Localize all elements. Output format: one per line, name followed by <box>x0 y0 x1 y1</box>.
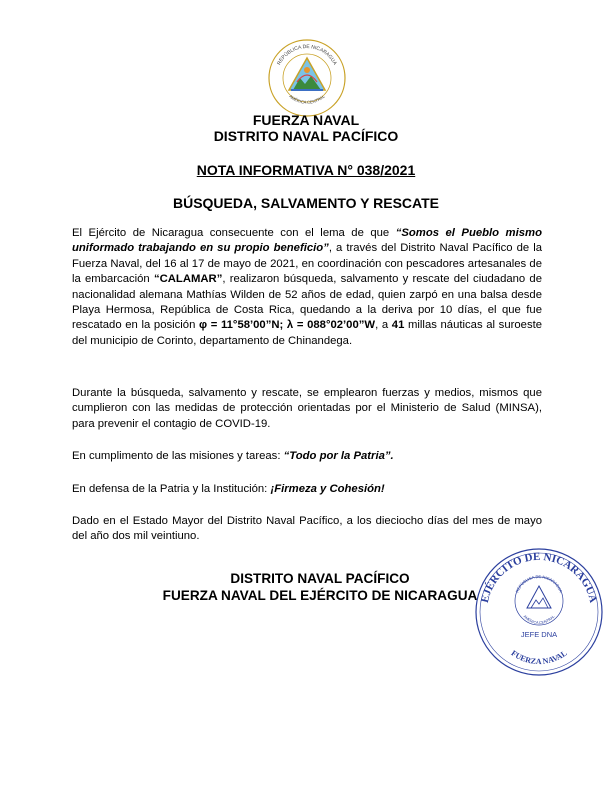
header-line-1: FUERZA NAVAL <box>252 112 360 128</box>
svg-text:FUERZA NAVAL <box>510 649 569 666</box>
p1-position: φ = 11°58’00”N; λ = 088°02’00”W <box>199 319 376 332</box>
p4-text: En defensa de la Patria y la Institución: <box>72 483 271 495</box>
svg-text:AMÉRICA CENTRAL <box>522 614 555 625</box>
svg-text:REPÚBLICA DE NICARAGUA <box>514 574 563 594</box>
paragraph-4 <box>72 482 542 497</box>
signature-line-1: DISTRITO NAVAL PACÍFICO <box>230 571 410 586</box>
stamp-inner-top-text: REPÚBLICA DE NICARAGUA <box>514 573 564 594</box>
paragraph-2: Durante la búsqueda, salvamento y rescate, se emplearon fuerzas y medios, mismos que cumplieron con las medidas de protección orientadas por el Ministerio de Salud (MINSA), para prevenir el contagio de COVID-19. <box>72 387 542 430</box>
seal-top-text: REPÚBLICA DE NICARAGUA <box>276 43 338 67</box>
p1-text-c: , realizaron búsqueda, salvamento y rescate del ciudadano de nacionalidad alemana Mathías Wilden de 52 años de edad, quien zarpó en una balsa desde Playa Hermosa, República de Costa Rica, quedando a la deriva por 10 días, el que fue rescatado en la posición <box>72 273 542 332</box>
signature-line-2: FUERZA NAVAL DEL EJÉRCITO DE NICARAGUA <box>162 588 478 603</box>
paragraph-3 <box>72 449 542 464</box>
p4-motto: ¡Firmeza y Cohesión! <box>270 483 385 495</box>
seal-bottom-text: AMÉRICA CENTRAL <box>288 93 326 105</box>
svg-text:AMÉRICA CENTRAL <box>288 93 326 105</box>
paragraph-1 <box>72 226 542 349</box>
stamp-bottom-text: FUERZA NAVAL <box>509 648 569 667</box>
p1-text-a: El Ejército de Nicaragua consecuente con el lema de que <box>72 227 396 239</box>
p1-text-b: , a través del Distrito Naval Pacífico de la Fuerza Naval, del 16 al 17 de mayo de 2021, en coordinación con pescadores artesanales de la embarcación <box>72 242 542 286</box>
p1-boat-name: “CALAMAR” <box>153 273 223 286</box>
document-number: NOTA INFORMATIVA N° 038/2021 <box>196 162 416 178</box>
p1-miles: 41 <box>391 319 405 332</box>
official-stamp <box>473 546 605 678</box>
paragraph-5: Dado en el Estado Mayor del Distrito Naval Pacífico, a los dieciocho días del mes de mayo del año dos mil veintiuno. <box>72 515 542 543</box>
stamp-center-text: JEFE DNA <box>520 630 558 639</box>
p3-motto: “Todo por la Patria”. <box>283 450 394 462</box>
document-subtitle: BÚSQUEDA, SALVAMENTO Y RESCATE <box>172 195 440 211</box>
p1-motto: “Somos el Pueblo mismo uniformado trabajando en su propio beneficio” <box>72 227 542 255</box>
national-coat-of-arms <box>267 38 347 118</box>
stamp-outer-text: EJÉRCITO DE NICARAGUA <box>478 550 600 604</box>
header-line-2: DISTRITO NAVAL PACÍFICO <box>213 128 399 144</box>
p1-text-e: millas náuticas al suroeste del municipio de Corinto, departamento de Chinandega. <box>72 319 543 347</box>
stamp-inner-bottom-text: AMÉRICA CENTRAL <box>522 614 556 626</box>
p1-text-d: , a <box>375 319 392 332</box>
p3-text: En cumplimento de las misiones y tareas: <box>72 450 284 462</box>
